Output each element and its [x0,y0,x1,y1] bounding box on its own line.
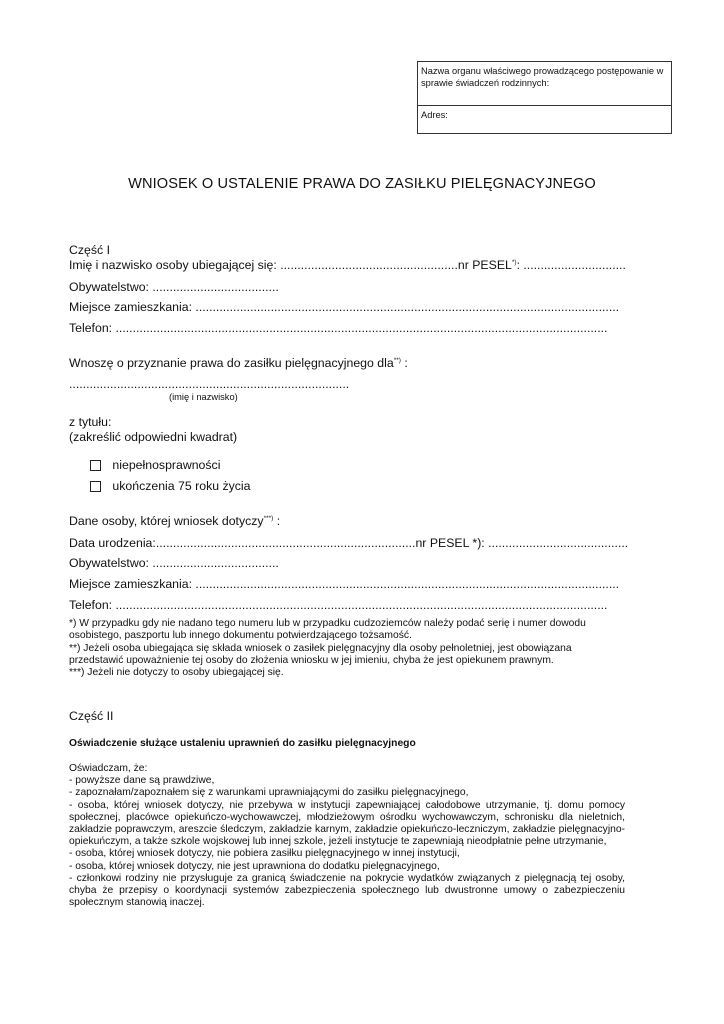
checkbox-disability[interactable] [90,460,101,471]
applicant-phone-line[interactable]: Telefon: ................................................................................................................................................ [69,321,608,335]
request-line: Wnoszę o przyznanie prawa do zasiłku pielęgnacyjnego dla**) : [69,356,408,370]
beneficiary-name-line[interactable]: .................................................................................. [69,377,350,391]
person-data-text: Dane osoby, której wniosek dotyczy [69,514,264,528]
option-disability-label: niepełnosprawności [112,458,221,472]
declaration-intro: Oświadczam, że: [69,763,148,774]
authority-address-label: Adres: [421,110,448,120]
person-phone-line[interactable]: Telefon: ................................................................................................................................................ [69,598,608,612]
title-of-label: z tytułu: [69,415,112,429]
part2-subheading-text: Oświadczenie służące ustaleniu uprawnień do zasiłku pielęgnacyjnego [69,738,416,749]
declaration [69,763,625,909]
footnote-3: ***) Jeżeli nie dotyczy to osoby ubiegającej się. [69,667,284,679]
declaration-item: - osoba, której wniosek dotyczy, nie przebywa w instytucji zapewniającej całodobowe utrzymanie, tj. domu pomocy społecznej, placówce opiekuńczo-wychowawczej, młodzieżowym ośrodku wychowawczym, schronisku dla nieletnich, zakładzie poprawczym, areszcie śledczym, zakładzie karnym, zakładzie opiekuńczo-leczniczym, zakładzie pielęgnacyjno-opiekuńczym, a także szkole wojskowej lub innej szkole, jeżeli instytucje te zapewniają nieodpłatnie pełne utrzymanie, [69,799,625,848]
request-text: Wnoszę o przyznanie prawa do zasiłku pielęgnacyjnego dla [69,356,394,370]
option-age-label: ukończenia 75 roku życia [112,479,251,493]
birth-date-line[interactable]: Data urodzenia:............................................................................nr PESEL *): ......................................... [69,536,629,550]
footnote-mark: **) [393,357,401,364]
authority-name-field[interactable] [418,62,671,106]
declaration-item: - osoba, której wniosek dotyczy, nie jest uprawniona do dodatku pielęgnacyjnego, [69,860,440,872]
part2-subheading [69,738,621,750]
person-residence-line[interactable]: Miejsce zamieszkania: ............................................................................................................................ [69,577,620,591]
document-title: WNIOSEK O USTALENIE PRAWA DO ZASIŁKU PIELĘGNACYJNEGO [128,176,596,192]
authority-address-field[interactable] [418,106,677,124]
part2-heading: Część II [69,709,114,723]
authority-name-label: Nazwa organu właściwego prowadzącego postępowanie w sprawie świadczeń rodzinnych: [421,66,664,88]
footnote-mark: ***) [263,515,274,522]
applicant-citizenship-line[interactable]: Obywatelstwo: ..................................... [69,280,279,294]
declaration-item: - powyższe dane są prawdziwe, [69,775,215,787]
applicant-name-line[interactable] [69,258,626,272]
footnote-1: *) W przypadku gdy nie nadano tego numeru lub w przypadku cudzoziemców należy podać serię i numer dowodu osobistego, paszportu lub innego dokumentu potwierdzającego tożsamość. [69,618,586,642]
declaration-item: - członkowi rodziny nie przysługuje za granicą świadczenie na pokrycie wydatków związanych z pielęgnacją tej osoby, chyba że przepisy o koordynacji systemów zabezpieczenia społecznego lub dwustronne umowy o zabezpieczeniu społecznym stanowią inaczej. [69,872,625,909]
checkbox-age-75[interactable] [90,481,101,492]
applicant-pesel-field: : .............................. [516,258,626,272]
footnote-2: **) Jeżeli osoba ubiegająca się składa wniosek o zasiłek pielęgnacyjny dla osoby pełnoletniej, jest obowiązana przedstawić upoważnienie tej osoby do złożenia wniosku w jej imieniu, chyba że jest opiekunem prawnym. [69,642,572,666]
person-citizenship-line[interactable]: Obywatelstwo: ..................................... [69,556,279,570]
footnotes [69,618,621,679]
mark-instruction: (zakreślić odpowiedni kwadrat) [69,430,238,444]
part1-heading: Część I [69,243,110,257]
applicant-residence-line[interactable]: Miejsce zamieszkania: ............................................................................................................................ [69,300,620,314]
option-age[interactable] [90,479,251,493]
person-data-line: Dane osoby, której wniosek dotyczy***) : [69,514,281,528]
declaration-item: - osoba, której wniosek dotyczy, nie pobiera zasiłku pielęgnacyjnego w innej instytucji, [69,848,460,860]
declaration-item: - zapoznałam/zapoznałem się z warunkami uprawniającymi do zasiłku pielęgnacyjnego, [69,787,469,799]
authority-box [417,61,672,134]
name-caption: (imię i nazwisko) [169,392,238,402]
footnote-mark: *) [511,259,517,266]
applicant-name-label: Imię i nazwisko osoby ubiegającej się: ....................................................nr PESEL [69,258,512,272]
option-disability[interactable] [90,458,220,472]
